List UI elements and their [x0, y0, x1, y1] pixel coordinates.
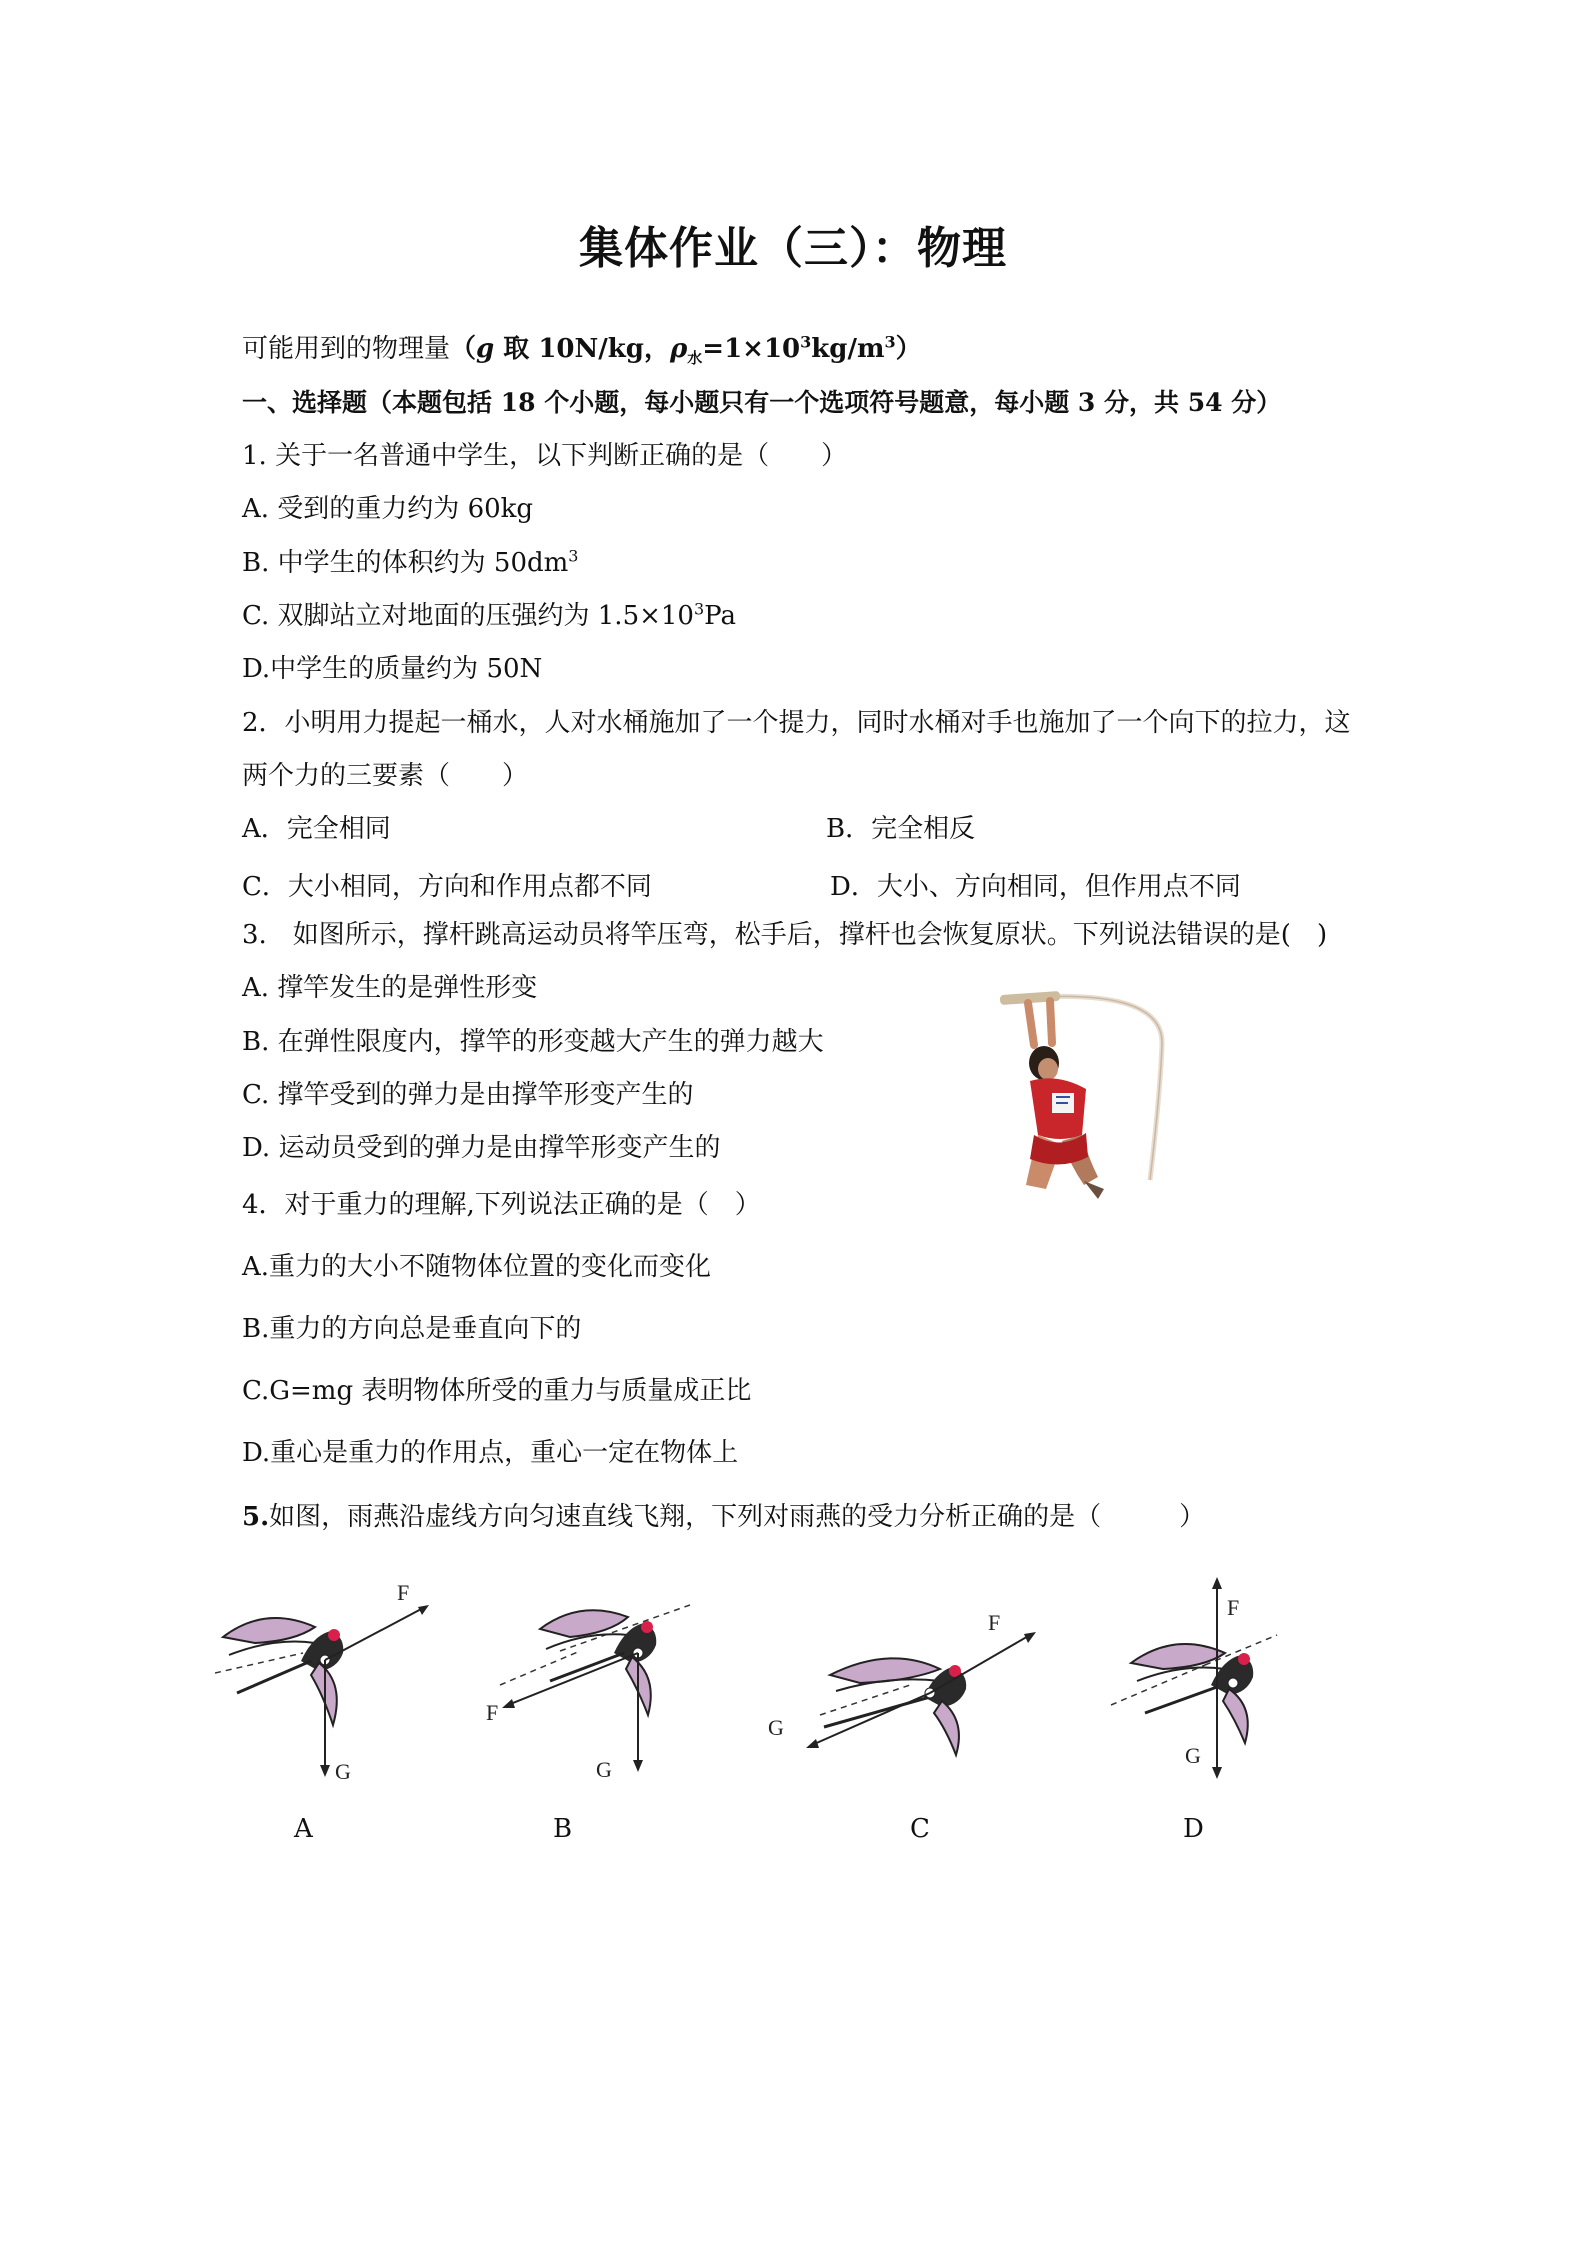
swallow-figure-a — [215, 1565, 455, 1785]
swallow-figure-d — [1105, 1565, 1345, 1785]
q1-stem: 1. 关于一名普通中学生，以下判断正确的是（ ） — [242, 441, 848, 471]
constants-prefix: 可能用到的物理量 — [242, 334, 451, 364]
label-g: G — [1185, 1743, 1201, 1768]
q4-option-a: A.重力的大小不随物体位置的变化而变化 — [242, 1252, 712, 1282]
swallow-figure-b — [480, 1565, 710, 1785]
label-g: G — [335, 1759, 351, 1784]
q2-option-a: A．完全相同 — [242, 814, 391, 844]
q3-option-b: B. 在弹性限度内，撑竿的形变越大产生的弹力越大 — [242, 1027, 824, 1057]
figure-label-a: A — [294, 1814, 313, 1844]
q3-option-a: A. 撑竿发生的是弹性形变 — [242, 973, 538, 1003]
constants-formula: （g 取 10N/kg，$\rho_水=1\times 10^3kg/m^3$） — [450, 332, 922, 368]
q1-option-c: C. 双脚站立对地面的压强约为 $1.5\times 10^3Pa$ — [242, 599, 736, 631]
label-f: F — [397, 1580, 410, 1605]
page-title: 集体作业（三）：物理 — [579, 223, 1007, 274]
constants-line — [242, 332, 922, 366]
label-g: G — [596, 1757, 612, 1782]
q3-option-c: C. 撑竿受到的弹力是由撑竿形变产生的 — [242, 1080, 694, 1110]
q1-option-d: D.中学生的质量约为 50N — [242, 654, 543, 684]
q3-option-d: D. 运动员受到的弹力是由撑竿形变产生的 — [242, 1133, 721, 1163]
label-f: F — [1227, 1595, 1240, 1620]
q2-option-b: B．完全相反 — [826, 814, 976, 844]
q1-option-a: A. 受到的重力约为 60kg — [242, 494, 534, 524]
figure-label-c: C — [910, 1814, 930, 1844]
label-g: G — [768, 1715, 784, 1740]
q4-option-d: D.重心是重力的作用点，重心一定在物体上 — [242, 1438, 739, 1468]
q4-option-c: C.G=mg 表明物体所受的重力与质量成正比 — [242, 1376, 752, 1406]
q4-stem: 4．对于重力的理解,下列说法正确的是（ ） — [242, 1190, 761, 1220]
section-heading: 一、选择题（本题包括 18 个小题，每小题只有一个选项符号题意，每小题 3 分，共 54 分） — [242, 388, 1282, 417]
label-f: F — [486, 1700, 499, 1725]
q3-stem: 3. 如图所示，撑杆跳高运动员将竿压弯，松手后，撑杆也会恢复原状。下列说法错误的是( ) — [242, 920, 1328, 950]
q2-option-c: C．大小相同，方向和作用点都不同 — [242, 872, 652, 902]
q5-stem: 5.如图，雨燕沿虚线方向匀速直线飞翔，下列对雨燕的受力分析正确的是（ ） — [242, 1502, 1206, 1532]
q2-option-d: D．大小、方向相同，但作用点不同 — [830, 872, 1241, 902]
figure-label-d: D — [1183, 1814, 1204, 1844]
pole-vault-figure — [1000, 985, 1190, 1200]
q2-stem-line1: 2．小明用力提起一桶水，人对水桶施加了一个提力，同时水桶对手也施加了一个向下的拉力，这 — [242, 708, 1351, 738]
figure-label-b: B — [553, 1814, 573, 1844]
q2-stem-line2: 两个力的三要素（ ） — [242, 761, 529, 791]
q1-option-b: B. 中学生的体积约为 $50dm^3$ — [242, 546, 579, 578]
q4-option-b: B.重力的方向总是垂直向下的 — [242, 1314, 582, 1344]
label-f: F — [988, 1610, 1001, 1635]
swallow-figure-c — [760, 1565, 1060, 1785]
